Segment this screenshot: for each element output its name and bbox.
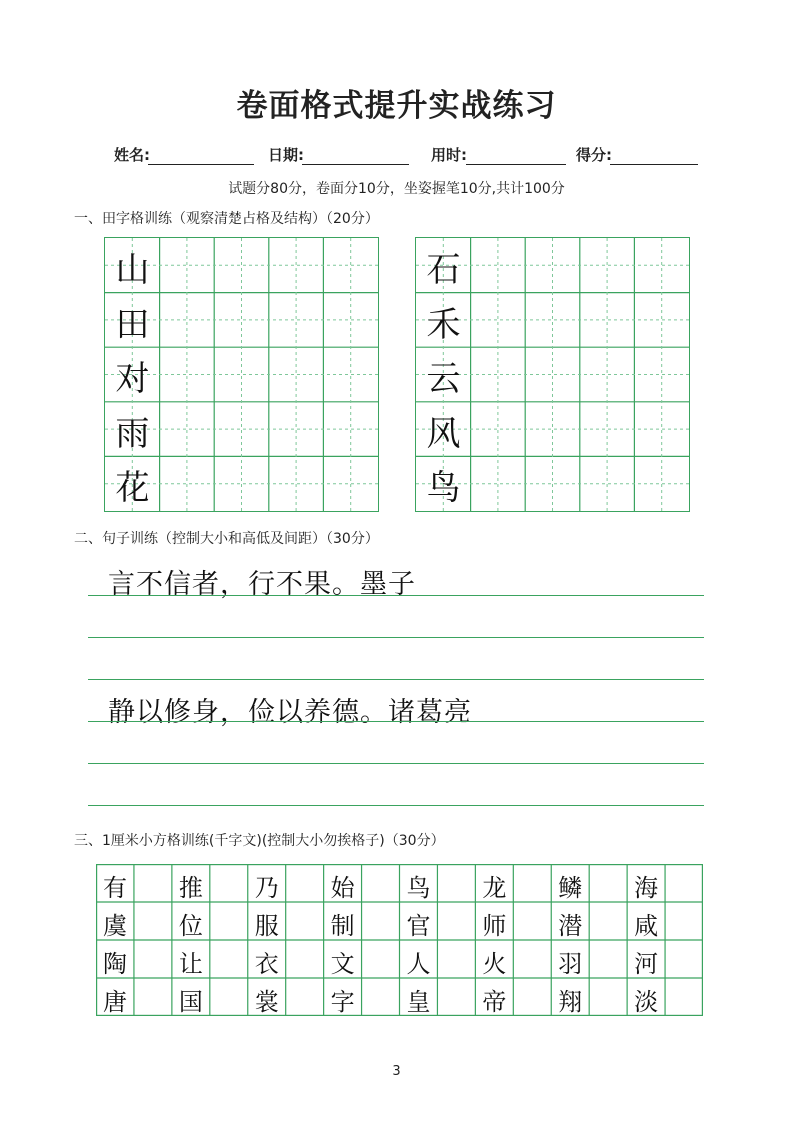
tianzige-grid-right — [415, 237, 690, 512]
qianziwen-character: 羽 — [558, 950, 583, 978]
model-character: 田 — [115, 304, 150, 345]
qianziwen-character: 位 — [178, 912, 203, 940]
qianziwen-character: 衣 — [254, 950, 279, 978]
time-field[interactable] — [466, 164, 566, 165]
writing-line[interactable] — [88, 763, 704, 764]
qianziwen-character: 龙 — [482, 874, 507, 902]
sentence-2: 静以修身，俭以养德。诸葛亮 — [108, 697, 472, 728]
qianziwen-character: 鳞 — [558, 874, 583, 902]
qianziwen-character: 潜 — [558, 912, 583, 940]
qianziwen-character: 推 — [178, 874, 203, 902]
qianziwen-character: 唐 — [102, 988, 127, 1016]
date-field[interactable] — [302, 164, 409, 165]
student-info-row — [0, 144, 793, 170]
model-character: 石 — [426, 250, 461, 290]
qianziwen-character: 让 — [178, 950, 203, 978]
model-character: 山 — [115, 250, 150, 290]
sentence-1: 言不信者，行不果。墨子 — [108, 569, 416, 600]
writing-line[interactable] — [88, 637, 704, 638]
qianziwen-character: 文 — [330, 950, 355, 978]
model-character: 雨 — [115, 413, 150, 454]
model-character: 云 — [426, 359, 461, 400]
small-square-grid — [96, 864, 703, 1016]
name-label: 姓名: — [114, 146, 150, 164]
qianziwen-character: 火 — [482, 950, 507, 978]
qianziwen-character: 国 — [178, 988, 203, 1016]
model-character: 禾 — [426, 304, 461, 345]
qianziwen-character: 皇 — [406, 988, 431, 1016]
page-title: 卷面格式提升实战练习 — [236, 88, 557, 124]
tianzige-grid-left — [104, 237, 379, 512]
name-field[interactable] — [148, 164, 254, 165]
qianziwen-character: 官 — [406, 912, 431, 940]
writing-line[interactable] — [88, 595, 704, 596]
qianziwen-character: 帝 — [482, 988, 507, 1016]
date-label: 日期: — [268, 146, 304, 164]
qianziwen-character: 鸟 — [406, 874, 431, 902]
model-character: 风 — [426, 413, 461, 454]
time-label: 用时: — [431, 146, 467, 164]
writing-line[interactable] — [88, 679, 704, 680]
section3-title: 三、1厘米小方格训练(千字文)(控制大小勿挨格子)（30分） — [74, 833, 445, 849]
qianziwen-character: 师 — [482, 912, 507, 940]
model-character: 对 — [115, 359, 150, 400]
qianziwen-character: 字 — [330, 988, 355, 1016]
qianziwen-character: 服 — [254, 912, 279, 940]
qianziwen-character: 淡 — [634, 988, 659, 1016]
qianziwen-character: 河 — [634, 950, 659, 978]
qianziwen-character: 制 — [330, 912, 355, 940]
qianziwen-character: 虞 — [102, 912, 127, 940]
score-note: 试题分80分，卷面分10分，坐姿握笔10分,共计100分 — [228, 181, 565, 197]
qianziwen-character: 海 — [634, 874, 659, 902]
model-character: 鸟 — [426, 468, 461, 509]
page-number: 3 — [392, 1064, 401, 1079]
score-label: 得分: — [576, 146, 612, 164]
writing-line[interactable] — [88, 805, 704, 806]
section2-title: 二、句子训练（控制大小和高低及间距）（30分） — [74, 531, 379, 547]
qianziwen-character: 裳 — [254, 988, 279, 1016]
score-field[interactable] — [610, 164, 698, 165]
model-character: 花 — [115, 468, 150, 509]
qianziwen-character: 咸 — [634, 912, 659, 940]
writing-line[interactable] — [88, 721, 704, 722]
qianziwen-character: 始 — [330, 874, 355, 902]
qianziwen-character: 乃 — [254, 874, 279, 902]
section1-title: 一、田字格训练（观察清楚占格及结构）（20分） — [74, 211, 379, 227]
qianziwen-character: 陶 — [102, 950, 127, 978]
qianziwen-character: 人 — [406, 950, 431, 978]
qianziwen-character: 翔 — [558, 988, 583, 1016]
qianziwen-character: 有 — [102, 874, 127, 902]
